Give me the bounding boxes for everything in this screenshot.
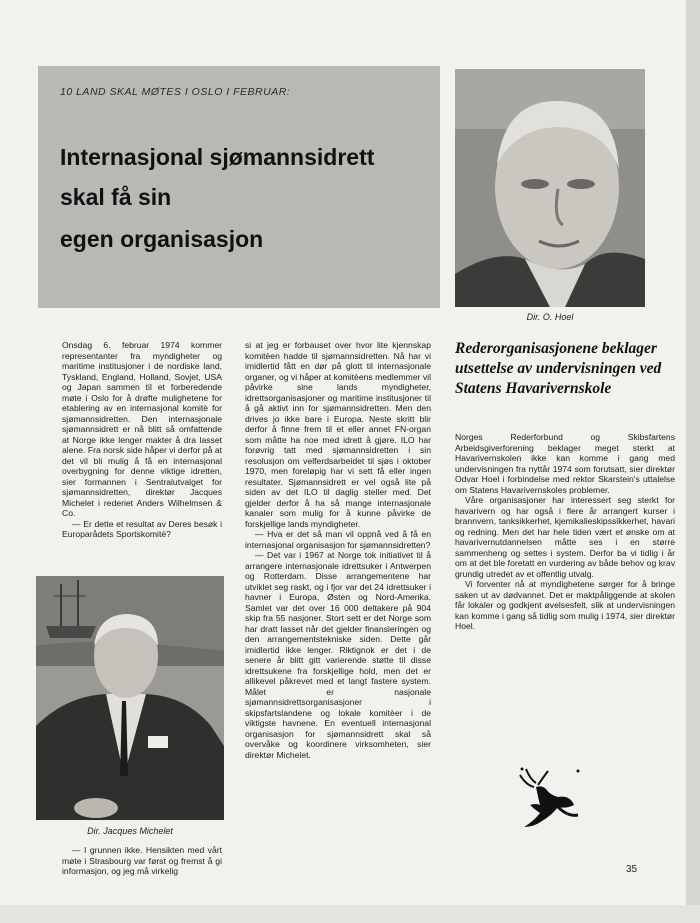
- column-2-text: [245, 340, 431, 760]
- leaping-reindeer-logo: [512, 765, 584, 835]
- column1-bottom-paragraph: — I grunnen ikke. Hensikten med vårt møte i Strasbourg var først og fremst å gi informasjon, og jeg må virkelig: [62, 845, 222, 876]
- hoel-caption: Dir. O. Hoel: [526, 312, 574, 322]
- column3-paragraph: Vi forventer nå at myndighetene sørger for å bringe saken ut av dødvannet. Det er maktpåliggende at skolen får lokaler og godkjent øvelsesfelt, slik at undervisningen kan komme i gang så tidlig som mulig i 1974, sier direktør Hoel.: [455, 579, 675, 631]
- column3-paragraph: Norges Rederforbund og Skibsfartens Arbeidsgiverforening beklager meget sterkt at Havarivernskolen ikke kan komme i gang med undervisningen fra nyttår 1974 som forutsatt, sier direktør Odvar Hoel i forbindelse med rektor Skarstein's uttalelse om Statens Havarivernskoles problemer.: [455, 432, 675, 495]
- column-3-text: [455, 432, 675, 632]
- page-number: 35: [626, 864, 638, 875]
- column1-paragraph: — Er dette et resultat av Deres besøk i Europarådets Sportskomitè?: [62, 518, 222, 539]
- headline-title-line-3: egen organisasjon: [60, 226, 264, 252]
- michelet-caption: Dir. Jacques Michelet: [87, 826, 173, 836]
- headline-box: [38, 66, 440, 308]
- hoel-portrait-photo: [455, 69, 645, 307]
- column1-paragraph: Onsdag 6. februar 1974 kommer representanter fra myndigheter og maritime institusjoner i de nordiske land, Tyskland, England, Holland, Sovjet, USA og Japan sammen til et forberedende møte i Oslo for å drøfte mulighetene for etablering av en internasjonal komitè for sjømannsidretten. Den internasjonale sjømannsidrett er nå blitt så omfattende at Norge ikke lenger makter å dra lasset alene. Fra norsk side håper vi derfor på at det vil bli mulig å få en internasjonal overbygning for denne viktige idretten, sier formannen i Sentralutvalget for sjømannsidretten, direktør Jacques Michelet i rederiet Anders Wilhelmsen & Co.: [62, 340, 222, 518]
- headline-title-line-2: skal få sin: [60, 184, 172, 210]
- column-1-bottom-text: [62, 845, 222, 877]
- column-1-text: [62, 340, 222, 540]
- column3-paragraph: Våre organisasjoner har interessert seg sterkt for havarivern og har også i flere år arrangert kurser i brannvern, tanksikkerhet, kjemikalieskipssikkerhet, havari og redning. Men det har hele tiden vært et ønske om at havarivernutdannelsen måtte ses i en større sammenheng og settes i system. Derfor ba vi tidlig i år om at det ble foretatt en vurdering av både behov og krav grundig utredet av et offentlig utvalg.: [455, 495, 675, 579]
- headline-title-line-1: Internasjonal sjømannsidrett: [60, 144, 375, 170]
- column2-paragraph: si at jeg er forbauset over hvor lite kjennskap komitèen hadde til sjømannsidretten. Nå har vi imidlertid fått en dør på glott til internasjonale organer, og vi håper at komitèens medlemmer vil påvirke sine lands myndigheter, idrettsorganisasjoner og maritime institusjoner til å gå aktivt inn for sjømannsidretten. Men den drives jo ikke bare i Europa. Neste skritt blir derfor å finne frem til et eller annet FN-organ som måtte ha noe med idrett å gjøre. ILO har forøvrig tatt med sjømannsidretten i sin resolusjon om velferdsarbeidet til sjøs i oktober 1970, men foreløpig har vi sett få eller ingen resultater. Sjømannsidrett er vel også lite på siden av det ILO til daglig steller med. Det gjelder derfor å ha så mange internasjonale kanaler som mulig for å kunne påvirke de forskjellige lands myndigheter.: [245, 340, 431, 529]
- michelet-photo: [36, 576, 224, 820]
- headline-kicker: 10 LAND SKAL MØTES I OSLO I FEBRUAR:: [60, 86, 291, 98]
- column3-heading: Rederorganisasjonene beklager utsettelse av undervisningen ved Statens Havarivernskole: [455, 340, 662, 397]
- column2-paragraph: — Det var i 1967 at Norge tok initiativet til å arrangere internasjonale idrettsuker i Antwerpen og Rotterdam. Disse arrangementene har utviklet seg raskt, og i fjor var det 24 idrettsuker i havner i Europa, Østen og Nord-Amerika. Samlet var det over 16 000 deltakere på 904 skip fra 55 nasjoner. Stort sett er det Norge som har dratt lasset når det gjelder finansieringen og den arrangementstekniske siden. Dette går imidlertid ikke lenger. Riktignok er det i de senere år blitt gitt varierende støtte til disse idrettsukene fra forskjellige hold, men det er allikevel påkrevet med et langt fastere system. Målet er nasjonale sjømannsidrettsorganisasjoner i skipsfartslandene og lokale komitèer i de viktigste havnene. En eventuell internasjonal organisasjon for sjømannsidrett skal så overvåke og koordinere virksomheten, sier direktør Michelet.: [245, 550, 431, 760]
- column2-paragraph: — Hva er det så man vil oppnå ved å få en internasjonal organisasjon for sjømannsidretten?: [245, 529, 431, 550]
